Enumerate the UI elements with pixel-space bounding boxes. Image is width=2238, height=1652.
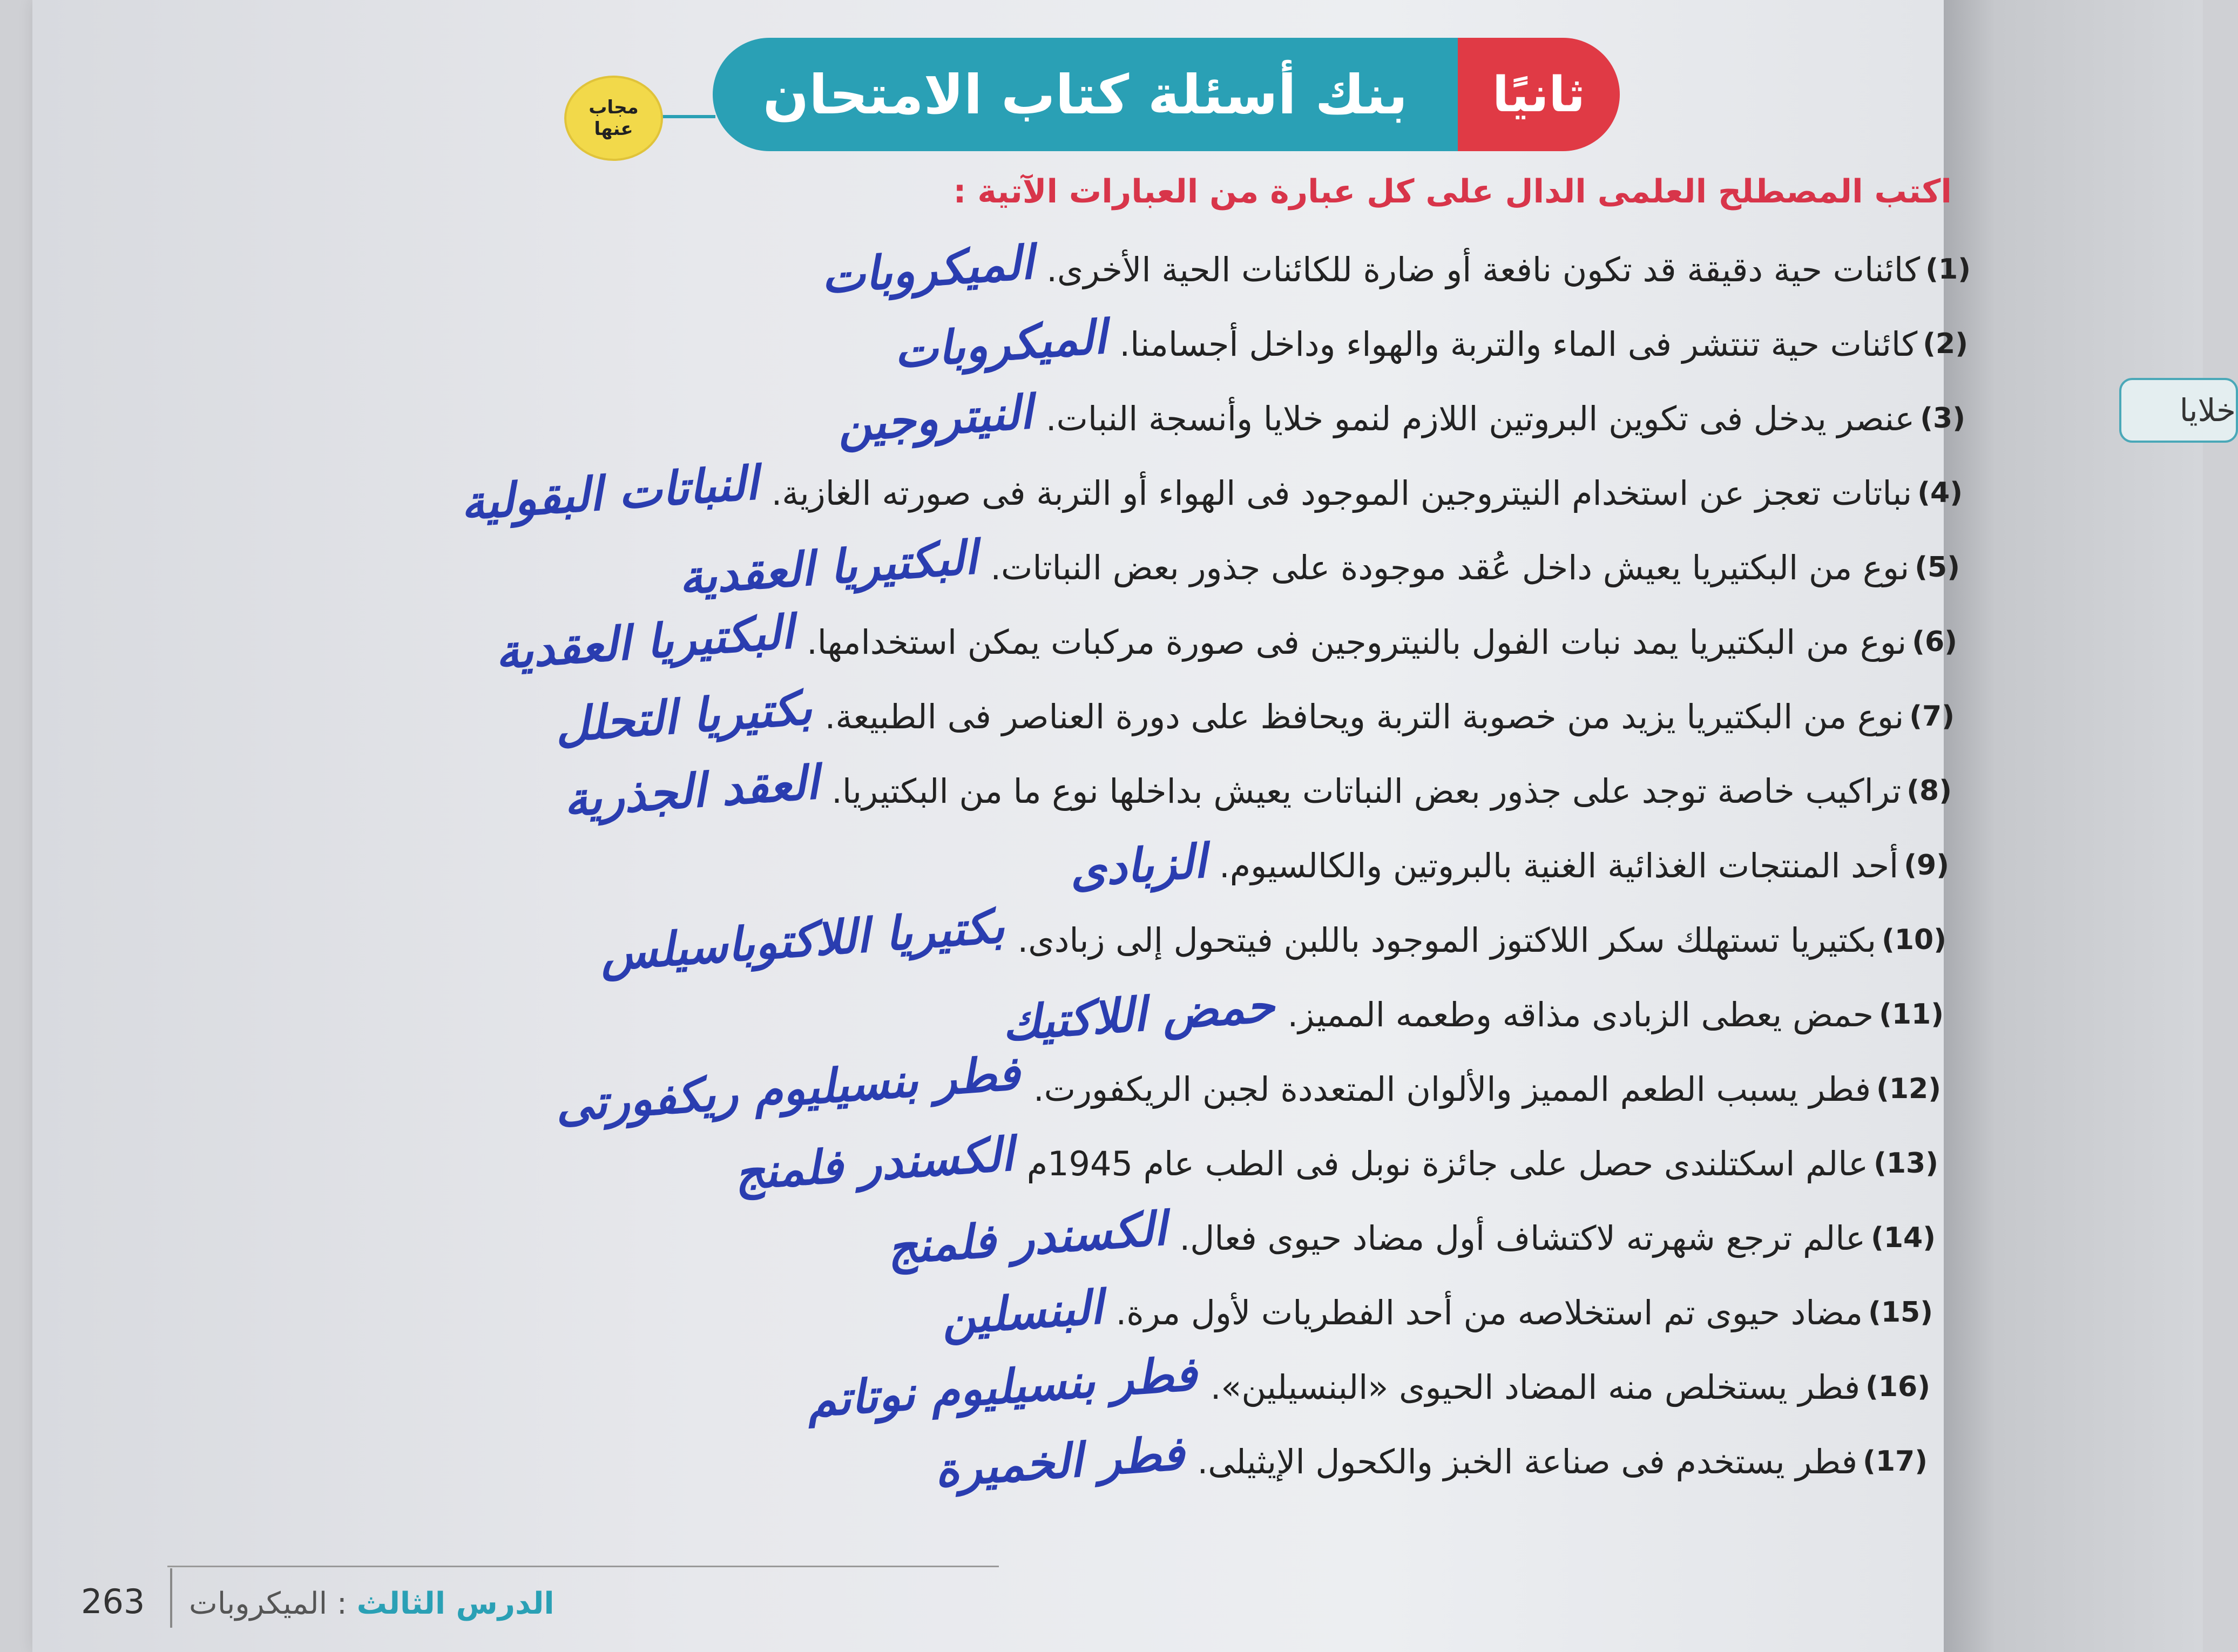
lesson-title [189, 1586, 555, 1621]
question-text: عنصر يدخل فى تكوين البروتين اللازم لنمو خلايا وأنسجة النبات. [1045, 398, 1915, 438]
question-row [297, 456, 1971, 530]
answered-badge: مجاب عنها [564, 76, 663, 161]
footer-divider [170, 1568, 172, 1628]
handwritten-answer: بكتيريا اللاكتوباسيلس [598, 898, 1006, 981]
question-number: (9) [1904, 849, 1949, 882]
handwritten-answer: النباتات البقولية [459, 455, 760, 531]
question-text: كائنات حية تنتشر فى الماء والتربة والهواء وداخل أجسامنا. [1119, 324, 1918, 364]
handwritten-answer: الكسندر فلمنج [885, 1201, 1168, 1275]
question-text: نوع من البكتيريا يزيد من خصوبة التربة ويحافظ على دورة العناصر فى الطبيعة. [824, 696, 1904, 736]
handwritten-answer: فطر بنسيليوم ريكفورتى [553, 1045, 1022, 1133]
handwritten-answer: الكسندر فلمنج [733, 1126, 1016, 1201]
question-number: (6) [1912, 626, 1957, 658]
handwritten-answer: البكتيريا العقدية [677, 530, 979, 605]
handwritten-answer: بكتيريا التحلل [553, 680, 814, 753]
question-number: (14) [1871, 1222, 1936, 1254]
question-text: عالم اسكتلندى حصل على جائزة نوبل فى الطب عام 1945م [1026, 1143, 1869, 1183]
section-title: بنك أسئلة كتاب الامتحان [713, 38, 1458, 151]
handwritten-answer: حمض اللاكتيك [1000, 978, 1276, 1051]
question-number: (3) [1920, 402, 1965, 435]
question-row [297, 679, 1971, 754]
question-row [297, 1424, 1971, 1499]
question-number: (16) [1865, 1371, 1930, 1403]
question-text: عالم ترجع شهرته لاكتشاف أول مضاد حيوى فعال. [1179, 1218, 1866, 1258]
question-row [297, 605, 1971, 679]
question-number: (7) [1909, 700, 1955, 733]
handwritten-answer: الزبادى [1067, 833, 1208, 898]
question-number: (13) [1874, 1147, 1938, 1180]
section-number-tag: ثانيًا [1458, 38, 1620, 151]
instruction-text: اكتب المصطلح العلمى الدال على كل عبارة من العبارات الآتية : [953, 173, 1952, 211]
handwritten-answer: العقد الجذرية [562, 755, 821, 827]
question-number: (5) [1915, 551, 1960, 584]
question-number: (11) [1879, 998, 1944, 1031]
question-text: كائنات حية دقيقة قد تكون نافعة أو ضارة للكائنات الحية الأخرى. [1046, 249, 1921, 289]
handwritten-answer: فطر بنسيليوم نوتاتم [805, 1346, 1199, 1428]
question-row [297, 1045, 1971, 1133]
handwritten-answer: فطر الخميرة [932, 1425, 1186, 1498]
question-row [297, 828, 1971, 903]
footer-rule [167, 1566, 999, 1567]
question-text: أحد المنتجات الغذائية الغنية بالبروتين والكالسيوم. [1219, 845, 1899, 885]
question-text: فطر يستخدم فى صناعة الخبز والكحول الإيثيلى. [1197, 1441, 1858, 1481]
question-number: (10) [1882, 924, 1946, 956]
question-row [297, 1201, 1971, 1275]
question-text: نوع من البكتيريا يمد نبات الفول بالنيتروجين فى صورة مركبات يمكن استخدامها. [807, 622, 1907, 662]
question-row [297, 1346, 1971, 1428]
question-row [297, 1126, 1971, 1201]
question-row [297, 754, 1971, 828]
question-row [297, 1275, 1971, 1350]
question-text: نباتات تعجز عن استخدام النيتروجين الموجود فى الهواء أو التربة فى صورته الغازية. [771, 473, 1912, 513]
question-list [297, 232, 1971, 1499]
question-number: (1) [1925, 253, 1971, 286]
question-row [297, 307, 1971, 381]
question-number: (8) [1906, 775, 1952, 807]
question-row [297, 381, 1971, 456]
question-text: فطر يستخلص منه المضاد الحيوى «البنسيلين». [1210, 1367, 1861, 1407]
page-number: 263 [81, 1582, 145, 1621]
badge-connector [656, 115, 715, 118]
question-number: (15) [1868, 1296, 1933, 1329]
question-row [297, 530, 1971, 605]
handwritten-answer: النيتروجين [836, 384, 1035, 452]
question-number: (2) [1923, 328, 1968, 360]
question-number: (17) [1863, 1445, 1928, 1478]
page-footer [59, 1566, 923, 1630]
handwritten-answer: الميكروبات [819, 234, 1036, 304]
lesson-topic: : الميكروبات [189, 1586, 347, 1621]
question-row [297, 232, 1971, 307]
question-text: فطر يسبب الطعم المميز والألوان المتعددة لجبن الريكفورت. [1033, 1069, 1871, 1109]
question-text: حمض يعطى الزبادى مذاقه وطعمه المميز. [1287, 994, 1874, 1034]
question-text: تراكيب خاصة توجد على جذور بعض النباتات يعيش بداخلها نوع ما من البكتيريا. [831, 771, 1902, 811]
handwritten-answer: الميكروبات [892, 309, 1108, 379]
question-number: (12) [1876, 1073, 1941, 1105]
question-number: (4) [1917, 477, 1963, 509]
adjacent-page [1944, 0, 2203, 1652]
question-text: مضاد حيوى تم استخلاصه من أحد الفطريات لأول مرة. [1115, 1292, 1863, 1332]
handwritten-answer: البكتيريا العقدية [493, 604, 795, 680]
side-tab: خلايا [2119, 378, 2238, 443]
question-row [297, 898, 1971, 981]
question-row [297, 977, 1971, 1052]
question-text: بكتيريا تستهلك سكر اللاكتوز الموجود باللبن فيتحول إلى زبادى. [1017, 920, 1877, 960]
handwritten-answer: البنسلين [939, 1279, 1105, 1345]
question-text: نوع من البكتيريا يعيش داخل عُقد موجودة على جذور بعض النباتات. [990, 547, 1910, 587]
lesson-label: الدرس الثالث [356, 1586, 555, 1621]
section-header [713, 38, 1620, 151]
